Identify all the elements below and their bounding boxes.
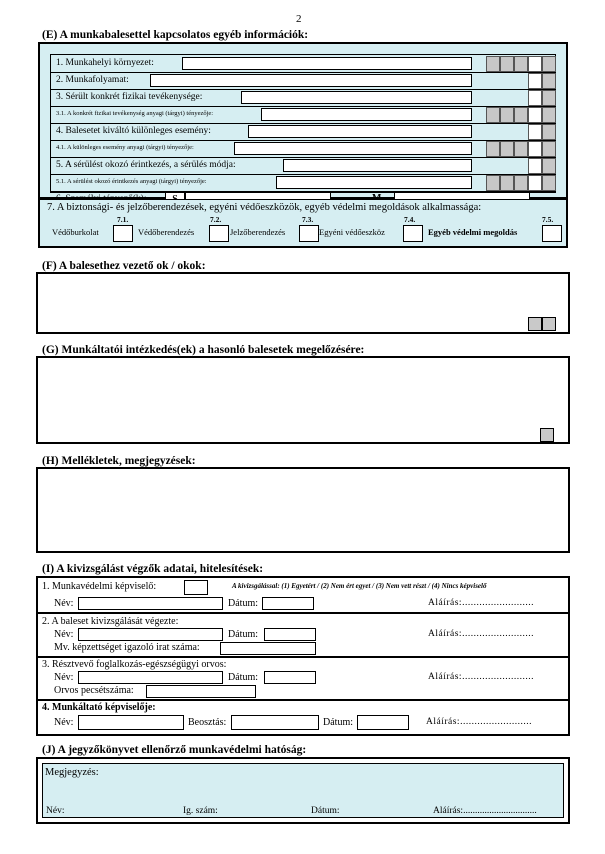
block3-name-field[interactable] [78, 671, 223, 684]
block3-stamp-label: Orvos pecsétszáma: [54, 685, 134, 696]
opt-7-3-box[interactable] [299, 225, 319, 242]
block3-name-label: Név: [54, 672, 74, 683]
block1-legend: A kivizsgálással: (1) Egyetért / (2) Nem ért egyet / (3) Nem vett részt / (4) Nincs képviselő [232, 582, 487, 590]
j-reg-label: Ig. szám: [183, 806, 218, 816]
section-g-title: (G) Munkáltatói intézkedés(ek) a hasonló balesetek megelőzésére: [42, 344, 365, 356]
opt-7-4-num: 7.4. [404, 215, 416, 224]
opt-7-5-box[interactable] [542, 225, 562, 242]
section-j-title: (J) A jegyzőkönyvet ellenőrző munkavédelmi hatóság: [42, 744, 307, 756]
block2-title: 2. A baleset kivizsgálását végezte: [42, 616, 179, 627]
row-5-label: 5. A sérülést okozó érintkezés, a sérülés módja: [56, 160, 236, 170]
opt-7-2-box[interactable] [209, 225, 229, 242]
j-note-label: Megjegyzés: [45, 767, 99, 778]
block4-sign[interactable]: Aláírás:......................... [426, 717, 532, 727]
block4-date-field[interactable] [357, 715, 409, 730]
block2-cert-field[interactable] [220, 642, 316, 655]
block1-date-field[interactable] [262, 597, 314, 610]
block3-sign[interactable]: Aláírás:......................... [428, 672, 534, 682]
work-process-field[interactable] [150, 74, 472, 87]
item-7-box [38, 199, 568, 248]
section-h-box[interactable] [36, 467, 570, 553]
row-4-label: 4. Balesetet kiváltó különleges esemény: [56, 126, 211, 136]
block1-code-box[interactable] [184, 580, 208, 595]
page-number: 2 [296, 13, 302, 25]
opt-7-2-num: 7.2. [210, 215, 222, 224]
block4-date-label: Dátum: [323, 717, 353, 728]
block1-date-label: Dátum: [228, 598, 258, 609]
opt-7-3-num: 7.3. [302, 215, 314, 224]
opt-7-5-num: 7.5. [542, 215, 554, 224]
block4-position-label: Beosztás: [188, 717, 227, 728]
row-3-1-label: 3.1. A konkrét fizikai tevékenység anyagi (tárgyi) tényezője: [56, 110, 214, 117]
section-j-inner[interactable] [42, 763, 564, 818]
block1-sign[interactable]: Aláírás:......................... [428, 598, 534, 608]
block3-stamp-field[interactable] [146, 685, 256, 698]
opt-7-1-label: Védőburkolat [52, 227, 99, 237]
block2-date-label: Dátum: [228, 629, 258, 640]
section-i-title: (I) A kivizsgálást végzők adatai, hitelesítések: [42, 563, 264, 575]
row-1-label: 1. Munkahelyi környezet: [56, 58, 154, 68]
special-event-field[interactable] [248, 125, 472, 138]
code-cell[interactable] [528, 317, 542, 331]
block2-cert-label: Mv. képzettséget igazoló irat száma: [54, 642, 200, 653]
code-cells [486, 56, 556, 192]
code-cell[interactable] [540, 428, 554, 442]
j-date-label: Dátum: [311, 806, 340, 816]
section-j-box [36, 757, 570, 824]
section-e-inner [50, 54, 556, 193]
section-i-box [36, 576, 570, 736]
j-name-label: Név: [46, 806, 65, 816]
opt-7-3-label: Jelzőberendezés [230, 227, 286, 237]
activity-material-field[interactable] [261, 108, 472, 121]
physical-activity-field[interactable] [241, 91, 472, 104]
block1-name-label: Név: [54, 598, 74, 609]
section-g-box[interactable] [36, 356, 570, 444]
contact-material-field[interactable] [276, 176, 472, 189]
contact-mode-field[interactable] [283, 159, 472, 172]
block4-title: 4. Munkáltató képviselője: [42, 702, 156, 713]
block1-title: 1. Munkavédelmi képviselő: [42, 581, 157, 592]
row-2-label: 2. Munkafolyamat: [56, 75, 129, 85]
block3-date-label: Dátum: [228, 672, 258, 683]
row-5-1-label: 5.1. A sérülést okozó érintkezés anyagi (tárgyi) tényezője: [56, 178, 207, 185]
section-f-box[interactable] [36, 272, 570, 334]
section-f-title: (F) A balesethez vezető ok / okok: [42, 260, 206, 272]
opt-7-2-label: Védőberendezés [138, 227, 195, 237]
block1-name-field[interactable] [78, 597, 223, 610]
j-sign-label[interactable]: Aláírás:............................... [433, 806, 537, 816]
section-e-table [38, 42, 568, 199]
block2-name-label: Név: [54, 629, 74, 640]
opt-7-1-num: 7.1. [117, 215, 129, 224]
block2-sign[interactable]: Aláírás:......................... [428, 629, 534, 639]
section-h-title: (H) Mellékletek, megjegyzések: [42, 455, 196, 467]
row-3-label: 3. Sérült konkrét fizikai tevékenysége: [56, 92, 203, 102]
block4-position-field[interactable] [231, 715, 319, 730]
opt-7-1-box[interactable] [113, 225, 133, 242]
opt-7-5-label: Egyéb védelmi megoldás [428, 227, 518, 237]
opt-7-4-box[interactable] [403, 225, 423, 242]
block4-name-field[interactable] [78, 715, 184, 730]
event-material-field[interactable] [234, 142, 472, 155]
opt-7-4-label: Egyéni védőeszköz [319, 227, 385, 237]
item-7-title: 7. A biztonsági- és jelzőberendezések, egyéni védőeszközök, egyéb védelmi megoldások alkalmassága: [47, 202, 482, 213]
block2-name-field[interactable] [78, 628, 223, 641]
section-e-title: (E) A munkabalesettel kapcsolatos egyéb információk: [42, 29, 309, 41]
code-cell[interactable] [542, 317, 556, 331]
work-environment-field[interactable] [182, 57, 472, 70]
block4-name-label: Név: [54, 717, 74, 728]
block2-date-field[interactable] [264, 628, 316, 641]
row-4-1-label: 4.1. A különleges esemény anyagi (tárgyi) tényezője: [56, 144, 194, 151]
block3-title: 3. Résztvevő foglalkozás-egészségügyi orvos: [42, 659, 227, 670]
block3-date-field[interactable] [264, 671, 316, 684]
